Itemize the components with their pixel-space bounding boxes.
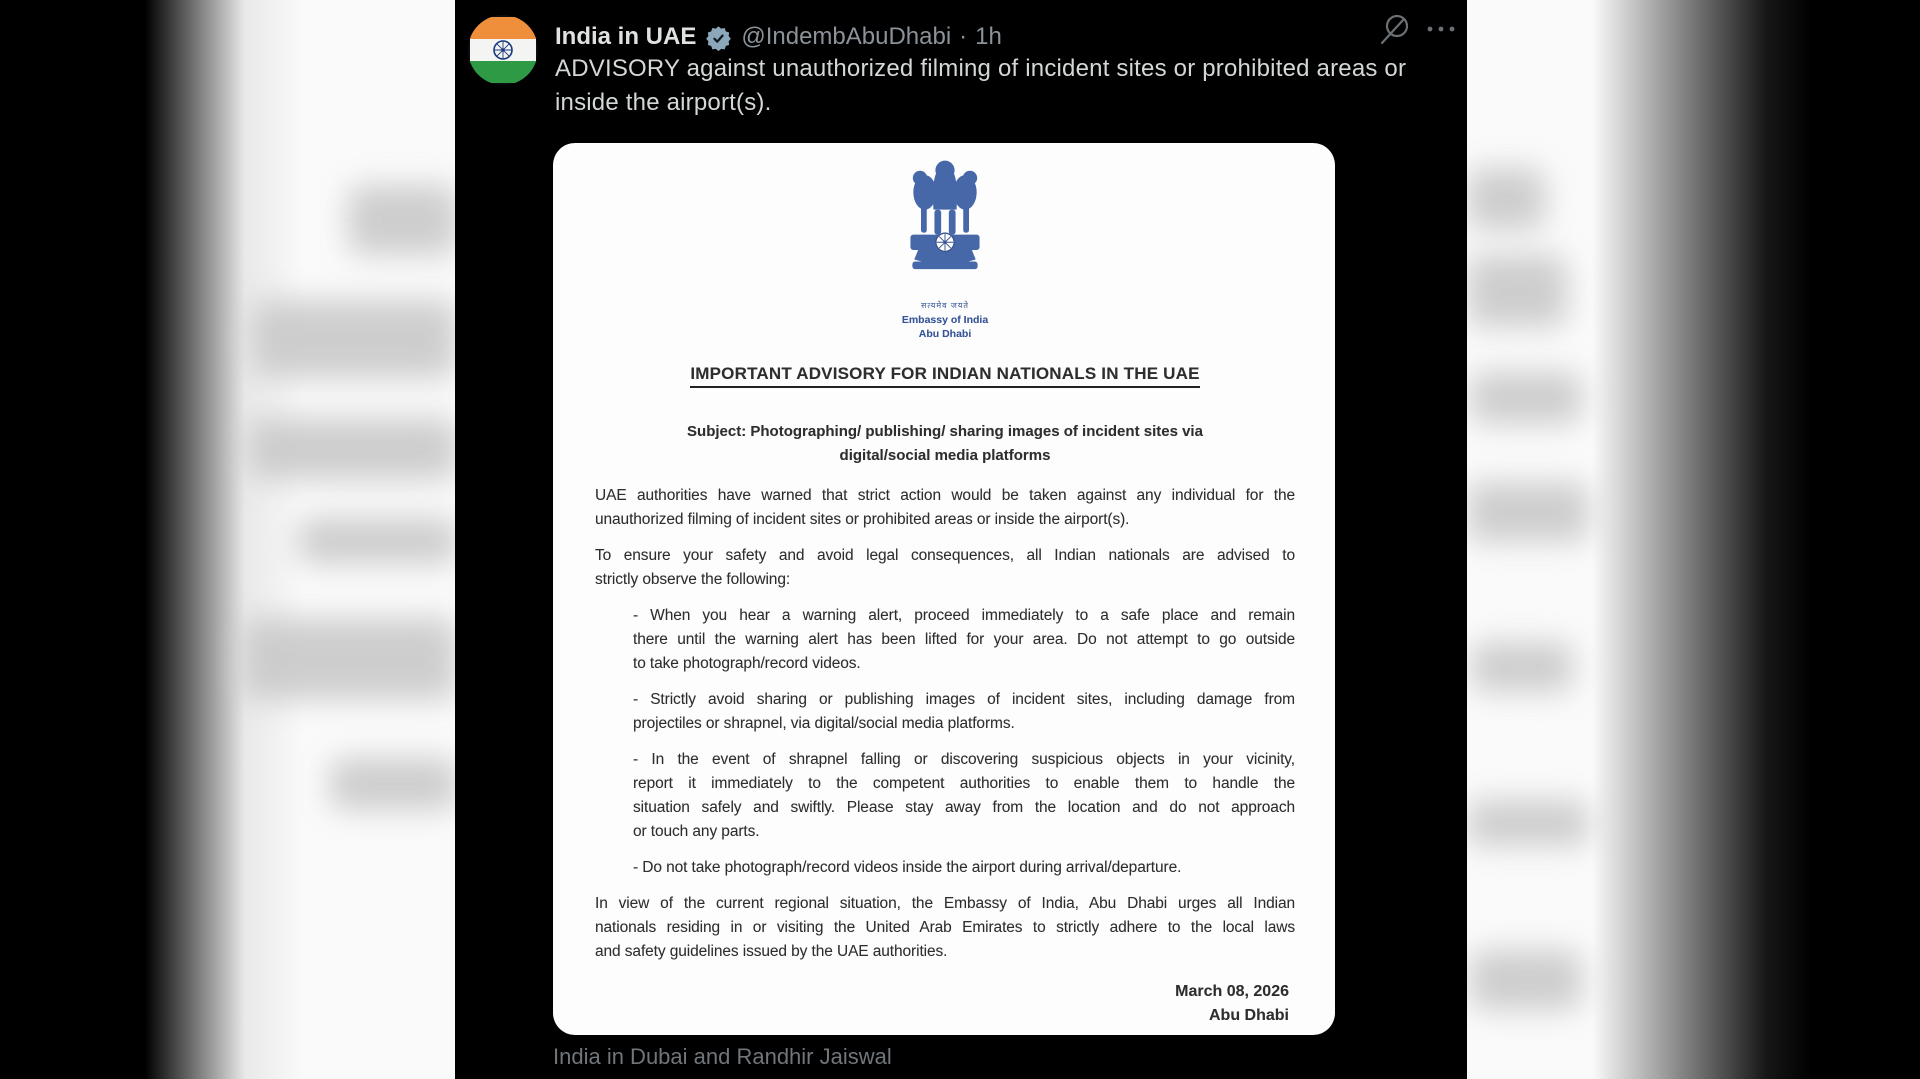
background-blur-right: [1467, 0, 1920, 1079]
blur-blob: [1470, 372, 1582, 424]
blur-blob: [1467, 482, 1589, 542]
advisory-paragraph: UAE authorities have warned that strict action would be taken against any individual for the unauthorized filming of incident sites or prohibited areas or inside the airport(s).: [595, 487, 1295, 528]
blur-blob: [1467, 168, 1545, 230]
blur-blob: [1467, 800, 1589, 846]
tweet-timestamp[interactable]: 1h: [975, 23, 1002, 50]
blur-blob: [348, 185, 455, 255]
blur-blob: [1470, 950, 1582, 1010]
tweet-header: [555, 20, 1415, 54]
embassy-letterhead: [595, 157, 1295, 340]
separator-dot: ·: [959, 23, 968, 50]
background-blur-left: [0, 0, 455, 1079]
advisory-image[interactable]: [553, 143, 1335, 1035]
advisory-bullet: - Do not take photograph/record videos inside the airport during arrival/departure.: [633, 859, 1182, 876]
blur-blob: [1471, 642, 1573, 692]
tweet-panel: [455, 0, 1467, 1079]
blur-blob: [252, 300, 455, 378]
advisory-bullet: - When you hear a warning alert, proceed immediately to a safe place and remain there until the warning alert has been lifted for your area. Do not attempt to go outside to take photograph/record videos.: [633, 607, 1295, 672]
india-emblem-icon: [897, 157, 993, 293]
advisory-title: IMPORTANT ADVISORY FOR INDIAN NATIONALS IN THE UAE: [595, 364, 1295, 388]
advisory-bullet: - Strictly avoid sharing or publishing images of incident sites, including damage from projectiles or shrapnel, via digital/social media platforms.: [633, 691, 1295, 732]
blur-blob: [330, 758, 455, 810]
embassy-name: Embassy of India: [901, 314, 989, 326]
advisory-dateline: [595, 980, 1289, 1028]
advisory-date: March 08, 2026: [1175, 983, 1289, 1000]
ashoka-chakra-icon: [492, 39, 514, 61]
author-handle[interactable]: @IndembAbuDhabi: [741, 23, 952, 50]
grok-icon: [1379, 13, 1411, 45]
more-icon: [1426, 24, 1456, 34]
blur-blob: [248, 418, 455, 480]
blur-blob: [1467, 255, 1567, 327]
grok-button[interactable]: [1377, 12, 1413, 46]
blur-blob: [242, 618, 455, 700]
verified-badge-icon: [705, 25, 732, 52]
advisory-bullet: - In the event of shrapnel falling or discovering suspicious objects in your vicinity, report it immediately to the competent authorities to enable them to handle the situation safely and swiftly. Please stay away from the location and do not approach or touch any parts.: [633, 751, 1295, 840]
advisory-closing: In view of the current regional situation, the Embassy of India, Abu Dhabi urges all Indian nationals residing in or visiting the United Arab Emirates to strictly adhere to the local laws and safety guidelines issued by the UAE authorities.: [595, 895, 1295, 960]
embassy-city: Abu Dhabi: [918, 328, 972, 340]
advisory-subject: Subject: Photographing/ publishing/ sharing images of incident sites via digital/social media platforms: [687, 423, 1203, 464]
more-button[interactable]: [1423, 12, 1459, 46]
tagged-users[interactable]: India in Dubai and Randhir Jaiswal: [553, 1044, 892, 1069]
emblem-motto: सत्यमेव जयते: [921, 301, 969, 310]
advisory-paragraph: To ensure your safety and avoid legal consequences, all Indian nationals are advised to strictly observe the following:: [595, 547, 1295, 588]
advisory-place: Abu Dhabi: [1209, 1007, 1289, 1024]
avatar[interactable]: [468, 15, 538, 85]
blur-blob: [298, 518, 455, 564]
tweet-text: ADVISORY against unauthorized filming of incident sites or prohibited areas or inside the airport(s).: [555, 55, 1407, 116]
author-name[interactable]: India in UAE: [555, 23, 697, 50]
